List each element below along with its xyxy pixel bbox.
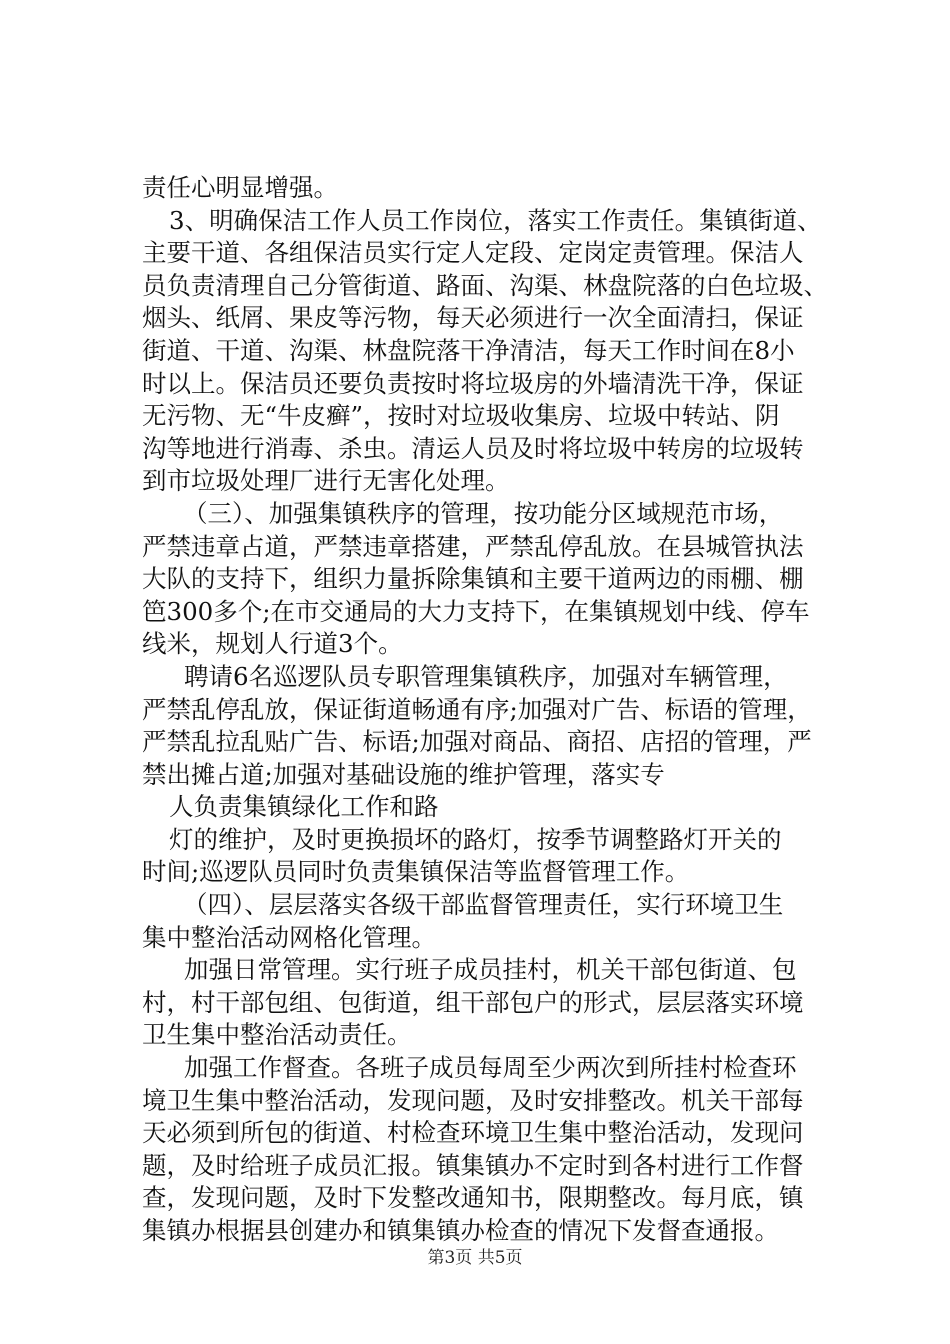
page-footer <box>0 1248 950 1268</box>
text-line: 查，发现问题，及时下发整改通知书，限期整改。每月底，镇 <box>142 1183 804 1213</box>
text-line: 3、明确保洁工作人员工作岗位，落实工作责任。集镇街道、 <box>169 205 822 235</box>
text-line: 灯的维护，及时更换损坏的路灯，按季节调整路灯开关的 <box>169 824 782 854</box>
text-line: 加强日常管理。实行班子成员挂村，机关干部包街道、包 <box>184 955 797 985</box>
text-line: 天必须到所包的街道、村检查环境卫生集中整治活动，发现问 <box>142 1118 804 1148</box>
text-line: 严禁乱停乱放，保证街道畅通有序;加强对广告、标语的管理， <box>142 694 812 724</box>
document-body <box>142 172 842 1248</box>
text-line: 题，及时给班子成员汇报。镇集镇办不定时到各村进行工作督 <box>142 1150 804 1180</box>
text-line: 卫生集中整治活动责任。 <box>142 1020 412 1050</box>
text-line: 严禁违章占道，严禁违章搭建，严禁乱停乱放。在县城管执法 <box>142 531 804 561</box>
section-heading-3: （三）、加强集镇秩序的管理，按功能分区域规范市场， <box>183 498 784 528</box>
text-line: 时间;巡逻队员同时负责集镇保洁等监督管理工作。 <box>142 857 690 887</box>
text-line: 时以上。保洁员还要负责按时将垃圾房的外墙清洗干净，保证 <box>142 368 804 398</box>
text-line: 烟头、纸屑、果皮等污物，每天必须进行一次全面清扫，保证 <box>142 303 804 333</box>
text-line: 境卫生集中整治活动，发现问题，及时安排整改。机关干部每 <box>142 1085 804 1115</box>
text-line: 集中整治活动网格化管理。 <box>142 922 436 952</box>
text-line: 村，村干部包组、包街道，组干部包户的形式，层层落实环境 <box>142 987 804 1017</box>
text-line: 主要干道、各组保洁员实行定人定段、定岗定责管理。保洁人 <box>142 238 804 268</box>
text-line: 大队的支持下，组织力量拆除集镇和主要干道两边的雨棚、棚 <box>142 564 804 594</box>
text-line: 线米，规划人行道3个。 <box>142 629 403 659</box>
page-number: 第3页 共5页 <box>427 1248 523 1268</box>
text-line: 到市垃圾处理厂进行无害化处理。 <box>142 466 510 496</box>
text-line: 街道、干道、沟渠、林盘院落干净清洁，每天工作时间在8小 <box>142 335 795 365</box>
text-line: 集镇办根据县创建办和镇集镇办检查的情况下发督查通报。 <box>142 1216 779 1245</box>
text-line: 加强工作督查。各班子成员每周至少两次到所挂村检查环 <box>184 1053 797 1083</box>
text-line: 无污物、无“牛皮癣”，按时对垃圾收集房、垃圾中转站、阴 <box>142 401 780 431</box>
text-line: 聘请6名巡逻队员专职管理集镇秩序，加强对车辆管理， <box>184 661 788 691</box>
text-line: 严禁乱拉乱贴广告、标语;加强对商品、商招、店招的管理，严 <box>142 727 812 757</box>
text-line: 笆300多个;在市交通局的大力支持下，在集镇规划中线、停车 <box>142 596 810 626</box>
text-line: 员负责清理自己分管街道、路面、沟渠、林盘院落的白色垃圾、 <box>142 270 828 300</box>
text-line: 责任心明显增强。 <box>142 173 338 202</box>
text-line: 人负责集镇绿化工作和路 <box>169 792 439 822</box>
text-line: 沟等地进行消毒、杀虫。清运人员及时将垃圾中转房的垃圾转 <box>142 433 804 463</box>
text-line: 禁出摊占道;加强对基础设施的维护管理，落实专 <box>142 759 665 789</box>
section-heading-4: （四）、层层落实各级干部监督管理责任，实行环境卫生 <box>183 890 784 920</box>
